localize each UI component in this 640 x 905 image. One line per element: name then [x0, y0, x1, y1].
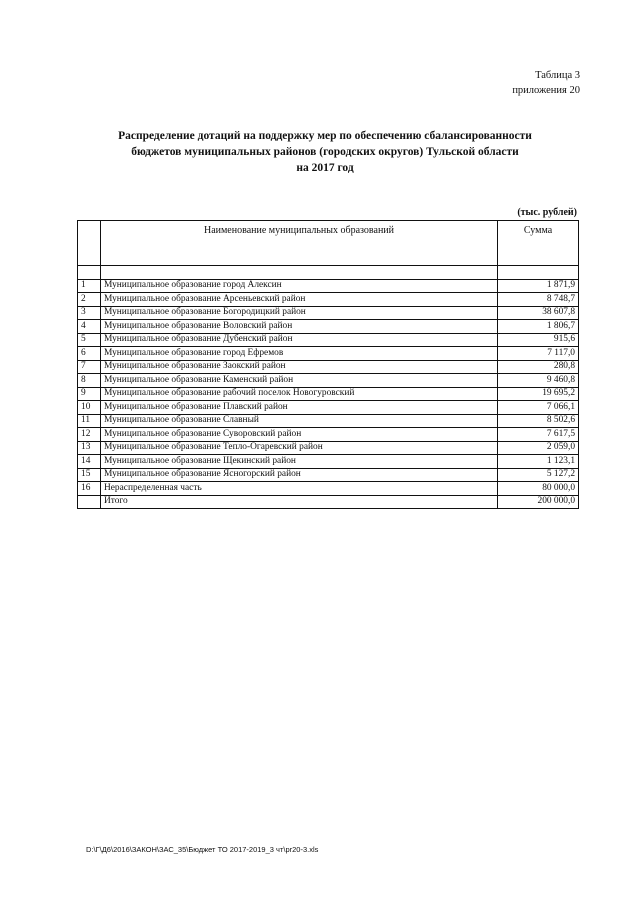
- table-row: [78, 333, 579, 347]
- row-name-cell: Нераспределенная часть: [101, 482, 498, 496]
- table-reference: [470, 68, 580, 98]
- row-number-cell: 7: [78, 360, 101, 374]
- table-header-row: [78, 221, 579, 266]
- table-row: [78, 468, 579, 482]
- file-path-footer: D:\Г\Д6\2016\ЗАКОН\ЗАС_35\Бюджет ТО 2017-2019_3 чт\pr20-3.xls: [86, 845, 319, 854]
- row-sum-cell: 1 806,7: [498, 320, 579, 334]
- row-sum-cell: 200 000,0: [498, 495, 579, 509]
- row-sum-cell: 8 502,6: [498, 414, 579, 428]
- row-sum-cell: 7 066,1: [498, 401, 579, 415]
- row-sum-cell: 19 695,2: [498, 387, 579, 401]
- row-number-cell: 9: [78, 387, 101, 401]
- row-number-cell: 14: [78, 455, 101, 469]
- row-sum-cell: 9 460,8: [498, 374, 579, 388]
- header-sum-cell: Сумма: [498, 221, 579, 266]
- row-number-cell: 16: [78, 482, 101, 496]
- row-name-cell: Муниципальное образование Плавский район: [101, 401, 498, 415]
- row-number-cell: 8: [78, 374, 101, 388]
- table-row: [78, 482, 579, 496]
- row-number-cell: 11: [78, 414, 101, 428]
- units-label: (тыс. рублей): [517, 207, 577, 218]
- row-name-cell: Муниципальное образование Ясногорский район: [101, 468, 498, 482]
- row-name-cell: Муниципальное образование город Ефремов: [101, 347, 498, 361]
- row-number-cell: 12: [78, 428, 101, 442]
- table-spacer-row: [78, 266, 579, 280]
- row-number-cell: [78, 495, 101, 509]
- row-sum-cell: 38 607,8: [498, 306, 579, 320]
- row-sum-cell: 915,6: [498, 333, 579, 347]
- row-number-cell: 2: [78, 293, 101, 307]
- table-row: [78, 360, 579, 374]
- table-row: [78, 401, 579, 415]
- row-sum-cell: 8 748,7: [498, 293, 579, 307]
- row-number-cell: 5: [78, 333, 101, 347]
- row-number-cell: 4: [78, 320, 101, 334]
- row-name-cell: Муниципальное образование Богородицкий район: [101, 306, 498, 320]
- table-row: [78, 441, 579, 455]
- row-sum-cell: 1 123,1: [498, 455, 579, 469]
- row-sum-cell: 80 000,0: [498, 482, 579, 496]
- row-sum-cell: 7 117,0: [498, 347, 579, 361]
- row-number-cell: 10: [78, 401, 101, 415]
- row-name-cell: Муниципальное образование Заокский район: [101, 360, 498, 374]
- row-number-cell: 6: [78, 347, 101, 361]
- row-sum-cell: 7 617,5: [498, 428, 579, 442]
- header-number-cell: [78, 221, 101, 266]
- row-name-cell: Муниципальное образование Дубенский район: [101, 333, 498, 347]
- row-sum-cell: 5 127,2: [498, 468, 579, 482]
- row-name-cell: Муниципальное образование рабочий поселок Новогуровский: [101, 387, 498, 401]
- title-line-3: на 2017 год: [296, 162, 354, 174]
- row-name-cell: Муниципальное образование Арсеньевский район: [101, 293, 498, 307]
- table-row: [78, 306, 579, 320]
- row-name-cell: Муниципальное образование Славный: [101, 414, 498, 428]
- row-sum-cell: 2 059,0: [498, 441, 579, 455]
- table-body: [78, 266, 579, 509]
- table-row: [78, 374, 579, 388]
- row-name-cell: Итого: [101, 495, 498, 509]
- row-name-cell: Муниципальное образование город Алексин: [101, 279, 498, 293]
- row-name-cell: Муниципальное образование Каменский район: [101, 374, 498, 388]
- appendix-number: приложения 20: [512, 85, 580, 96]
- row-number-cell: 1: [78, 279, 101, 293]
- table-row: [78, 387, 579, 401]
- row-number-cell: 15: [78, 468, 101, 482]
- row-number-cell: 13: [78, 441, 101, 455]
- row-name-cell: Муниципальное образование Тепло-Огаревский район: [101, 441, 498, 455]
- title-line-2: бюджетов муниципальных районов (городских округов) Тульской области: [131, 146, 519, 158]
- table-row: [78, 428, 579, 442]
- header-name-cell: Наименование муниципальных образований: [101, 221, 498, 266]
- table-number: Таблица 3: [535, 70, 580, 81]
- table-row: [78, 320, 579, 334]
- table-row: [78, 347, 579, 361]
- row-name-cell: Муниципальное образование Воловский район: [101, 320, 498, 334]
- subsidy-table: [77, 220, 579, 509]
- table-row: [78, 293, 579, 307]
- row-sum-cell: 280,8: [498, 360, 579, 374]
- table-row: [78, 495, 579, 509]
- row-number-cell: 3: [78, 306, 101, 320]
- title-line-1: Распределение дотаций на поддержку мер по обеспечению сбалансированности: [118, 130, 532, 142]
- table-row: [78, 455, 579, 469]
- document-title: [70, 128, 580, 176]
- row-sum-cell: 1 871,9: [498, 279, 579, 293]
- table-row: [78, 279, 579, 293]
- row-name-cell: Муниципальное образование Щекинский район: [101, 455, 498, 469]
- row-name-cell: Муниципальное образование Суворовский район: [101, 428, 498, 442]
- table-row: [78, 414, 579, 428]
